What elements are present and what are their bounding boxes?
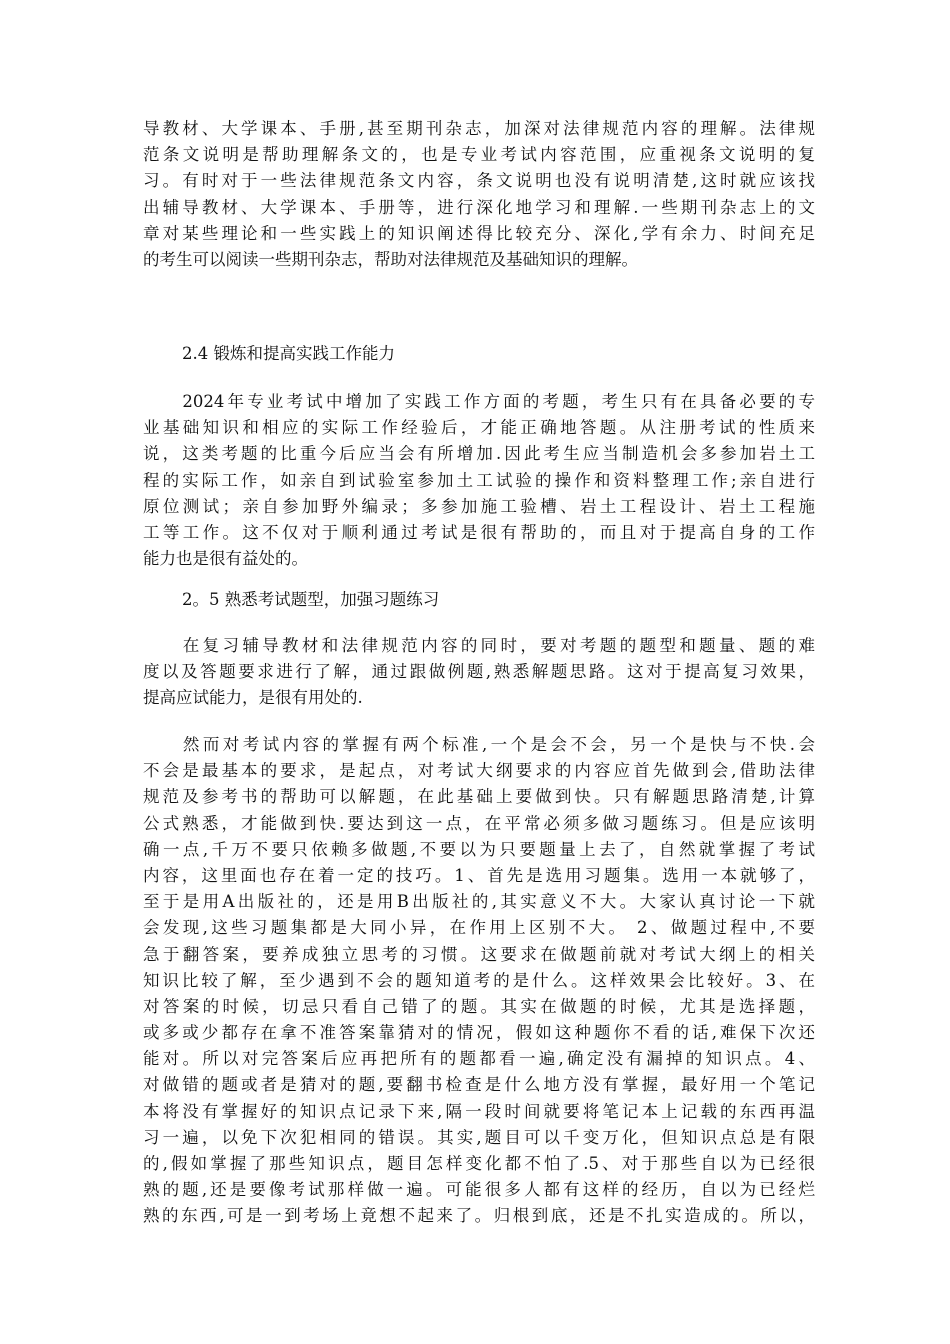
paragraph-mastery-standards: [143, 732, 815, 1230]
text-line: 习。有时对于一些法律规范条文内容，条文说明也没有说明清楚,这时就应该找: [143, 171, 815, 191]
text-line: 会发现,这些习题集都是大同小异，在作用上区别不大。 2、做题过程中,不要: [143, 918, 815, 938]
text-line: 公式熟悉，才能做到快.要达到这一点，在平常必须多做习题练习。但是应该明: [143, 813, 815, 833]
text-line: 确一点,千万不要只依赖多做题,不要以为只要题量上去了，自然就掌握了考试: [143, 839, 815, 859]
text-line: 工等工作。这不仅对于顺利通过考试是很有帮助的，而且对于提高自身的工作: [143, 522, 815, 542]
text-line: 范条文说明是帮助理解条文的，也是专业考试内容范围，应重视条文说明的复: [143, 145, 815, 165]
text-line: 业基础知识和相应的实际工作经验后，才能正确地答题。从注册考试的性质来: [143, 418, 815, 438]
text-line: 知识比较了解，至少遇到不会的题知道考的是什么。这样效果会比较好。3、在: [143, 970, 815, 990]
text-line: 规范及参考书的帮助可以解题，在此基础上要做到快。只有解题思路清楚,计算: [143, 787, 815, 807]
text-line: 原位测试；亲自参加野外编录；多参加施工验槽、岩土工程设计、岩土工程施: [143, 496, 815, 516]
text-line: 不会是最基本的要求，是起点，对考试大纲要求的内容应首先做到会,借助法律: [143, 761, 815, 781]
text-line: 习一遍，以免下次犯相同的错误。其实,题目可以千变万化，但知识点总是有限: [143, 1127, 815, 1147]
text-line: 程的实际工作，如亲自到试验室参加土工试验的操作和资料整理工作;亲自进行: [143, 470, 815, 490]
text-line: 本将没有掌握好的知识点记录下来,隔一段时间就要将笔记本上记载的东西再温: [143, 1101, 815, 1121]
paragraph-practice-ability: [143, 389, 815, 572]
text-line: 度以及答题要求进行了解，通过跟做例题,熟悉解题思路。这对于提高复习效果，: [143, 662, 815, 682]
text-line: 2024年专业考试中增加了实践工作方面的考题，考生只有在具备必要的专: [143, 392, 815, 411]
text-line: 章对某些理论和一些实践上的知识阐述得比较充分、深化,学有余力、时间充足: [143, 223, 815, 243]
text-line: 提高应试能力，是很有用处的.: [143, 688, 363, 708]
text-line: 熟的题,还是要像考试那样做一遍。可能很多人都有这样的经历，自以为已经烂: [143, 1180, 815, 1200]
text-line: 在复习辅导教材和法律规范内容的同时，要对考题的题型和题量、题的难: [143, 636, 815, 655]
text-line: 内容，这里面也存在着一定的技巧。1、首先是选用习题集。选用一本就够了，: [143, 865, 815, 885]
text-line: 然而对考试内容的掌握有两个标准,一个是会不会，另一个是快与不快.会: [143, 735, 815, 754]
text-line: 的考生可以阅读一些期刊杂志，帮助对法律规范及基础知识的理解。: [143, 249, 638, 269]
text-line: 至于是用A出版社的，还是用B出版社的,其实意义不大。大家认真讨论一下就: [143, 892, 815, 912]
text-line: 的,假如掌握了那些知识点，题目怎样变化都不怕了.5、对于那些自以为已经很: [143, 1154, 815, 1173]
text-line: 出辅导教材、大学课本、手册等，进行深化地学习和理解.一些期刊杂志上的文: [143, 197, 815, 217]
text-line: 导教材、大学课本、手册,甚至期刊杂志，加深对法律规范内容的理解。法律规: [143, 119, 815, 138]
section-heading-2-5: 2。5 熟悉考试题型，加强习题练习: [182, 590, 440, 609]
text-line: 熟的东西,可是一到考场上竟想不起来了。归根到底，还是不扎实造成的。所以，: [143, 1206, 815, 1226]
paragraph-study-materials: [143, 116, 815, 273]
text-line: 或多或少都存在拿不准答案靠猜对的情况，假如这种题你不看的话,难保下次还: [143, 1023, 815, 1043]
text-line: 对答案的时候，切忌只看自己错了的题。其实在做题的时候，尤其是选择题，: [143, 996, 815, 1016]
text-line: 急于翻答案，要养成独立思考的习惯。这要求在做题前就对考试大纲上的相关: [143, 944, 815, 964]
section-heading-2-4: 2.4 锻炼和提高实践工作能力: [182, 344, 395, 363]
text-line: 能对。所以对完答案后应再把所有的题都看一遍,确定没有漏掉的知识点。4、: [143, 1049, 815, 1069]
text-line: 说，这类考题的比重今后应当会有所增加.因此考生应当制造机会多参加岩土工: [143, 444, 815, 464]
paragraph-question-types: [143, 633, 815, 712]
text-line: 能力也是很有益处的。: [143, 549, 308, 569]
text-line: 对做错的题或者是猜对的题,要翻书检查是什么地方没有掌握，最好用一个笔记: [143, 1075, 815, 1095]
